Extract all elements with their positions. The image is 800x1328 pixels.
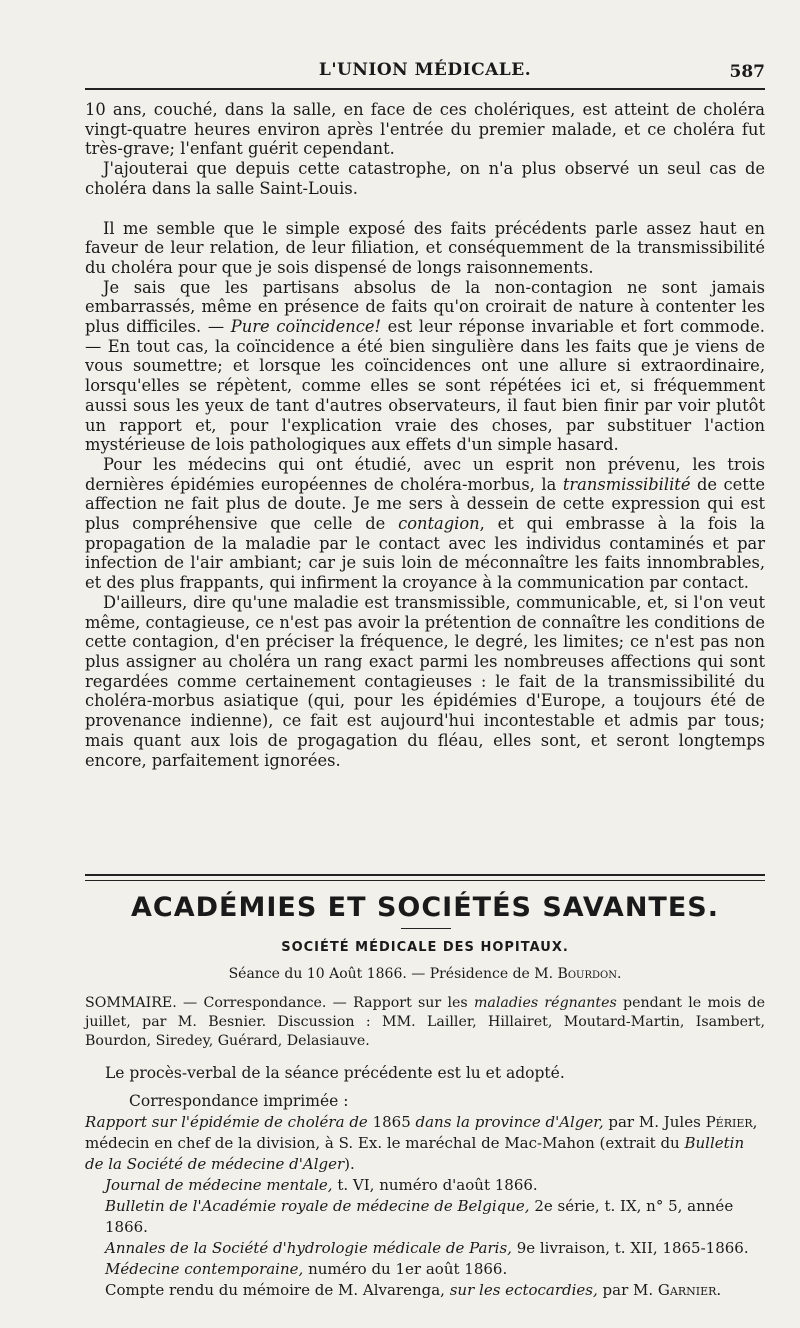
journal-title: L'UNION MÉDICALE. (318, 60, 532, 80)
list-item: Compte rendu du mémoire de M. Alvarenga, sur les ectocardies, par M. Garnier. (105, 1281, 722, 1299)
page-number: 587 (729, 62, 765, 82)
section-rule (85, 880, 765, 881)
article-body (85, 100, 765, 770)
paragraph: J'ajouterai que depuis cette catastrophe, on n'a plus observé un seul cas de choléra dans la salle Saint-Louis. (85, 159, 765, 198)
society-title: SOCIÉTÉ MÉDICALE DES HOPITAUX. (281, 940, 569, 955)
correspondance-label: Correspondance imprimée : (129, 1092, 349, 1110)
header-rule (85, 88, 765, 90)
paragraph: Pour les médecins qui ont étudié, avec un esprit non prévenu, les trois dernières épidémies européennes de choléra-morbus, la transmissibilité de cette affection ne fait plus de doute. Je me sers à dessein de cette expression qui est plus compréhensive que celle de contagion, et qui embrasse à la fois la propagation de la maladie par le contact avec les individus contaminés et par infection de l'air ambiant; car je suis loin de méconnaître les faits innombrables, et des plus frappants, qui infirment la croyance à la communication par contact. (85, 454, 766, 593)
running-header (85, 58, 765, 84)
paragraph: Je sais que les partisans absolus de la non-contagion ne sont jamais embarrassés, même en présence de faits qu'on croirait de nature à contenter les plus difficiles. — Pure coïncidence! est leur réponse invariable et fort commode. — En tout cas, la coïncidence a été bien singulière dans les faits que je viens de vous soumettre; et lorsque les coïncidences ont une allure si extraordinaire, lorsqu'elles se répètent, comme elles se sont répétées ici et, si fréquemment aussi sous les yeux de tant d'autres observateurs, il faut bien finir par voir plutôt un rapport et, pour l'explication vraie des choses, par substituer l'action mystérieuse de lois pathologiques aux effets d'un simple hasard. (85, 277, 765, 455)
paragraph: 10 ans, couché, dans la salle, en face de ces cholériques, est atteint de choléra vingt-quatre heures environ après l'entrée du premier malade, et ce choléra fut très-grave; l'enfant guérit cependant. (85, 100, 765, 159)
list-item: Annales de la Société d'hydrologie médicale de Paris, 9e livraison, t. XII, 1865-1866. (105, 1239, 749, 1257)
sommaire: SOMMAIRE. — Correspondance. — Rapport sur les maladies régnantes pendant le mois de juillet, par M. Besnier. Discussion : MM. Lailler, Hillairet, Moutard-Martin, Isambert, Bourdon, Siredey, Guérard, Delasiauve. (85, 995, 765, 1049)
list-item: Journal de médecine mentale, t. VI, numéro d'août 1866. (105, 1176, 538, 1194)
section-rule (85, 874, 765, 876)
paragraph: D'ailleurs, dire qu'une maladie est transmissible, communicable, et, si l'on veut même, contagieuse, ce n'est pas avoir la prétention de connaître les conditions de cette contagion, d'en préciser la fréquence, le degré, les limites; ce n'est pas non plus assigner au choléra un rang exact parmi les nombreuses affections qui sont regardées comme certainement contagieuses : le fait de la transmissibilité du choléra-morbus asiatique (qui, pour les épidémies d'Europe, a toujours été de provenance indienne), ce fait est aujourd'hui incontestable et admis par tous; mais quant aux lois de progagation du fléau, elles sont, et seront longtemps encore, parfaitement ignorées. (85, 592, 765, 770)
list-item: Médecine contemporaine, numéro du 1er août 1866. (105, 1260, 508, 1278)
list-item: Rapport sur l'épidémie de choléra de 1865 dans la province d'Alger, par M. Jules Périer, médecin en chef de la division, à S. Ex. le maréchal de Mac-Mahon (extrait du Bulletin de la Société de médecine d'Alger). (85, 1113, 758, 1173)
seance-line: Séance du 10 Août 1866. — Présidence de M. Bourdon. (228, 966, 622, 982)
section-title: ACADÉMIES ET SOCIÉTÉS SAVANTES. (131, 892, 719, 923)
proces-verbal: Le procès-verbal de la séance précédente est lu et adopté. (105, 1064, 565, 1082)
paragraph: Il me semble que le simple exposé des faits précédents parle assez haut en faveur de leur relation, de leur filiation, et conséquemment de la transmissibilité du choléra pour que je sois dispensé de longs raisonnements. (85, 218, 765, 277)
list-item: Bulletin de l'Académie royale de médecine de Belgique, 2e série, t. IX, n° 5, année 1866. (105, 1197, 734, 1236)
divider (401, 928, 451, 929)
correspondance-list (85, 1112, 765, 1301)
